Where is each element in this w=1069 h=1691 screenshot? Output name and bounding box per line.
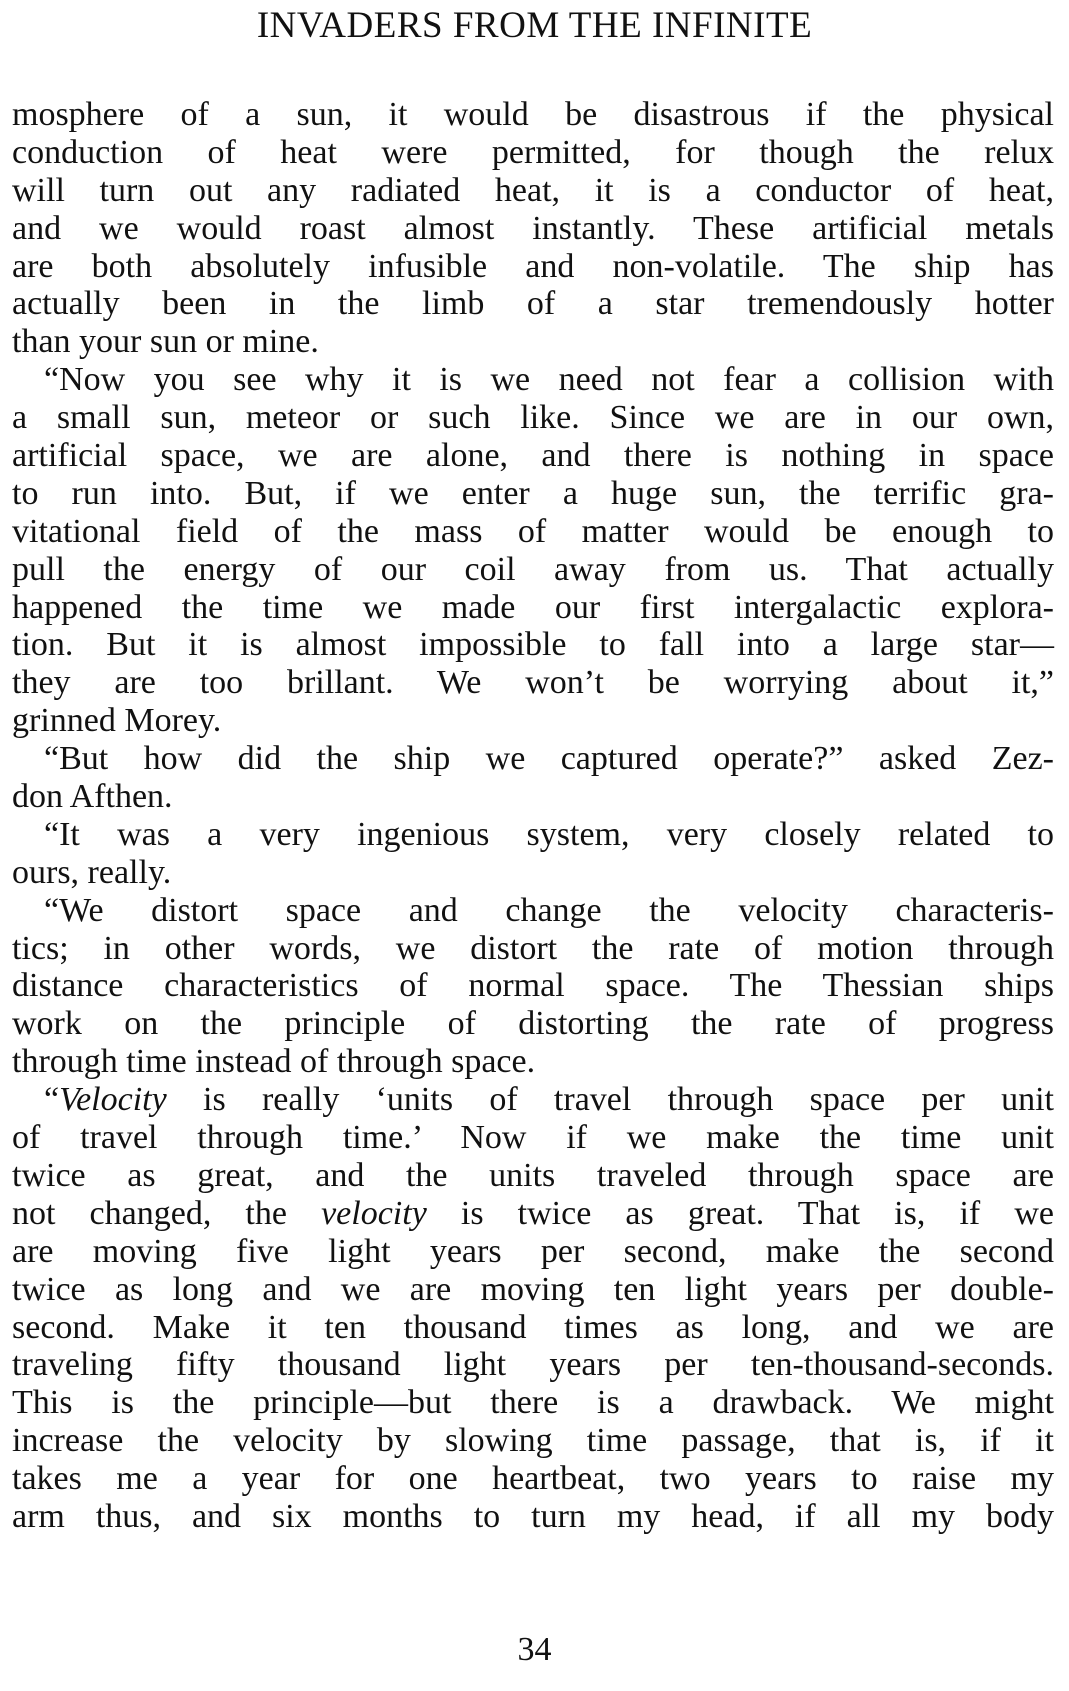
text-line <box>12 1081 1054 1119</box>
text-line: second. Make it ten thousand times as long, and we are <box>12 1308 1054 1346</box>
text-line: “It was a very ingenious system, very closely related to <box>44 815 1054 853</box>
text-line: pull the energy of our coil away from us. That actually <box>12 550 1054 588</box>
text-line: “Now you see why it is we need not fear a collision with <box>44 361 1054 399</box>
text-line: work on the principle of distorting the rate of progress <box>12 1005 1054 1043</box>
text-run: not changed, the <box>12 1194 322 1232</box>
running-head: INVADERS FROM THE INFINITE <box>256 5 813 46</box>
text-line: twice as great, and the units traveled through space are <box>12 1156 1054 1194</box>
text-line: they are too brillant. We won’t be worrying about it,” <box>12 664 1054 702</box>
text-line: vitational field of the mass of matter would be enough to <box>12 512 1054 550</box>
text-line: traveling fifty thousand light years per ten-thousand-seconds. <box>12 1346 1054 1384</box>
text-line: happened the time we made our first intergalactic explora- <box>12 588 1054 626</box>
text-line <box>12 1195 1054 1233</box>
body-text <box>12 96 1054 1536</box>
text-line: tion. But it is almost impossible to fall into a large star— <box>12 626 1054 664</box>
text-line: takes me a year for one heartbeat, two years to raise my <box>12 1460 1054 1498</box>
text-line: of travel through time.’ Now if we make the time unit <box>12 1119 1054 1157</box>
text-line: This is the principle—but there is a drawback. We might <box>12 1384 1054 1422</box>
text-run: “ <box>44 1081 60 1119</box>
text-line: grinned Morey. <box>12 702 222 740</box>
text-run: is twice as great. That is, if we <box>426 1194 1054 1232</box>
text-line: to run into. But, if we enter a huge sun, the terrific gra- <box>12 474 1054 512</box>
text-line: conduction of heat were permitted, for though the relux <box>12 133 1054 171</box>
text-line: than your sun or mine. <box>12 323 319 361</box>
text-line: a small sun, meteor or such like. Since we are in our own, <box>12 399 1054 437</box>
text-line: are moving five light years per second, make the second <box>12 1232 1054 1270</box>
text-line: will turn out any radiated heat, it is a conductor of heat, <box>12 171 1054 209</box>
text-line: actually been in the limb of a star tremendously hotter <box>12 285 1054 323</box>
text-line: twice as long and we are moving ten light years per double- <box>12 1270 1054 1308</box>
text-line: through time instead of through space. <box>12 1043 536 1081</box>
text-line: and we would roast almost instantly. These artificial metals <box>12 209 1054 247</box>
text-line: increase the velocity by slowing time passage, that is, if it <box>12 1422 1054 1460</box>
text-line: artificial space, we are alone, and there is nothing in space <box>12 437 1054 475</box>
text-line: distance characteristics of normal space. The Thessian ships <box>12 967 1054 1005</box>
text-line: tics; in other words, we distort the rate of motion through <box>12 929 1054 967</box>
italic-term: Velocity <box>59 1081 167 1119</box>
text-line: ours, really. <box>12 853 172 891</box>
text-run: is really ‘units of travel through space per unit <box>166 1081 1054 1119</box>
text-line: are both absolutely infusible and non-volatile. The ship has <box>12 247 1054 285</box>
text-line: “But how did the ship we captured operate?” asked Zez- <box>44 740 1054 778</box>
text-line: mosphere of a sun, it would be disastrous if the physical <box>12 96 1054 133</box>
text-line: “We distort space and change the velocity characteris- <box>44 891 1054 929</box>
italic-term: velocity <box>321 1194 427 1232</box>
text-line: don Afthen. <box>12 778 173 816</box>
text-line: arm thus, and six months to turn my head, if all my body <box>12 1497 1054 1535</box>
page-number: 34 <box>517 1631 552 1668</box>
